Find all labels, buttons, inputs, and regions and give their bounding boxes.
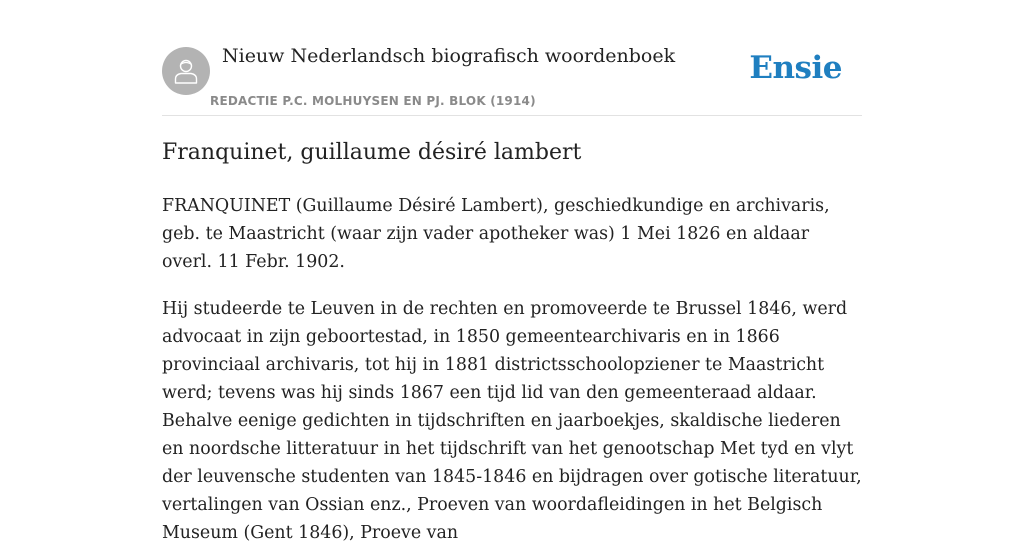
article-paragraph: Hij studeerde te Leuven in de rechten en promoveerde te Brussel 1846, werd advocaat in zijn geboortestad, in 1850 gemeentearchivaris en in 1866 provinciaal archivaris, tot hij in 1881 districtsschoolopziener te Maastricht werd; tevens was hij sinds 1867 een tijd lid van den gemeenteraad aldaar. Behalve eenige gedichten in tijdschriften en jaarboekjes, skaldische liederen en noordsche litteratuur in het tijdschrift van het genootschap Met tyd en vlyt der leuvensche studenten van 1845-1846 en bijdragen over gotische literatuur, vertalingen van Ossian enz., Proeven van woordafleidingen in het Belgisch Museum (Gent 1846), Proeve van bbox=[162, 299, 862, 543]
ensie-logo-link[interactable]: Ensie bbox=[749, 50, 842, 86]
user-outline-icon bbox=[171, 56, 201, 86]
source-header bbox=[162, 0, 862, 116]
article-paragraph: FRANQUINET (Guillaume Désiré Lambert), geschiedkundige en archivaris, geb. te Maastricht (waar zijn vader apotheker was) 1 Mei 1826 en aldaar overl. 11 Febr. 1902. bbox=[162, 196, 830, 272]
content-container bbox=[162, 0, 862, 543]
article-title: Franquinet, guillaume désiré lambert bbox=[162, 140, 582, 165]
source-editors: REDACTIE P.C. MOLHUYSEN EN PJ. BLOK (1914) bbox=[210, 94, 536, 108]
source-title[interactable]: Nieuw Nederlandsch biografisch woordenboek bbox=[222, 45, 676, 67]
user-placeholder-icon[interactable] bbox=[162, 47, 210, 95]
